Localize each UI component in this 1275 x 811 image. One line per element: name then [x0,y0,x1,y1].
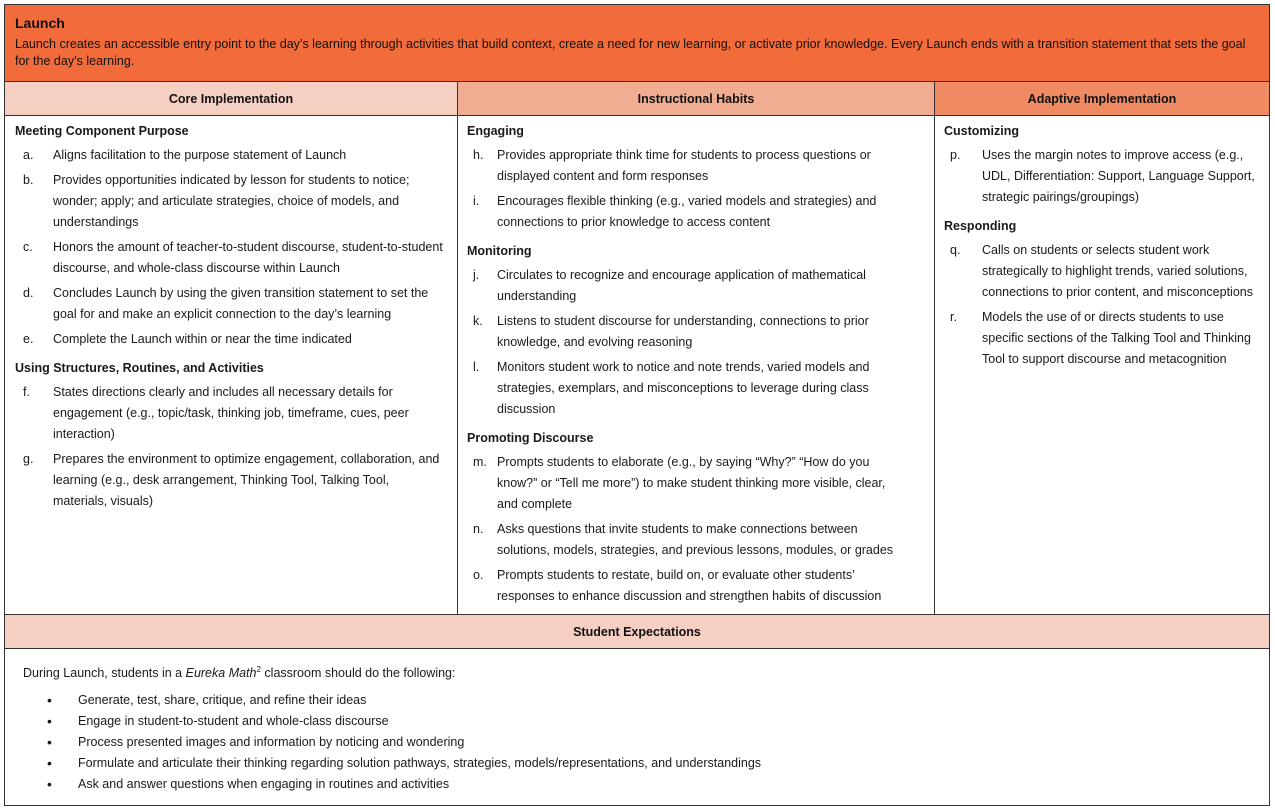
section-heading: Meeting Component Purpose [15,124,189,138]
item-letter: p. [950,148,961,162]
item-text: States directions clearly and includes all necessary details for engagement (e.g., topic/task, thinking job, timeframe, cues, peer interaction) [53,385,409,441]
bullet-icon: • [47,692,52,708]
item-text: Encourages flexible thinking (e.g., varied models and strategies) and connections to prior knowledge to access content [497,194,877,229]
item-letter: g. [23,452,34,466]
item-letter: i. [473,194,480,208]
bullet-item [23,711,1269,732]
item-text: Honors the amount of teacher-to-student discourse, student-to-student discourse, and whole-class discourse within Launch [53,240,443,275]
list-item [467,452,904,515]
bullet-item [23,753,1269,774]
bullet-text: Ask and answer questions when engaging in routines and activities [78,777,450,791]
bullet-icon: • [47,734,52,750]
instructional-habits-column [458,116,935,614]
list-item [467,191,904,233]
expectations-intro [23,659,1269,684]
list-item [944,307,1261,370]
list-item [467,311,904,353]
section-heading: Using Structures, Routines, and Activities [15,361,264,375]
item-letter: r. [950,310,957,324]
core-implementation-column [5,116,458,614]
instructional-habits-header: Instructional Habits [458,82,935,116]
bullet-icon: • [47,713,52,729]
item-letter: b. [23,173,34,187]
launch-rubric-table [4,4,1270,806]
item-text: Uses the margin notes to improve access (e.g., UDL, Differentiation: Support, Language Support, strategic pairings/groupings) [982,148,1255,204]
item-text: Calls on students or selects student work strategically to highlight trends, varied solutions, connections to prior content, and misconceptions [982,243,1253,299]
list-item [15,237,445,279]
list-item [944,240,1261,303]
bullet-item [23,732,1269,753]
section-heading: Promoting Discourse [467,431,594,445]
item-letter: q. [950,243,961,257]
bullet-item [23,774,1269,795]
item-text: Complete the Launch within or near the time indicated [53,332,352,346]
core-implementation-header: Core Implementation [5,82,458,116]
item-text: Aligns facilitation to the purpose statement of Launch [53,148,347,162]
page-title: Launch [15,15,65,31]
section-heading: Responding [944,219,1017,233]
item-text: Provides opportunities indicated by lesson for students to notice; wonder; apply; and articulate strategies, choice of models, and understandings [53,173,410,229]
item-letter: c. [23,240,33,254]
bullet-item [23,690,1269,711]
item-letter: e. [23,332,34,346]
section-heading: Customizing [944,124,1019,138]
brand-name: Eureka Math [185,666,257,680]
section-heading: Engaging [467,124,524,138]
bullet-text: Generate, test, share, critique, and refine their ideas [78,693,367,707]
item-letter: f. [23,385,30,399]
item-letter: a. [23,148,34,162]
intro-before: During Launch, students in a [23,666,186,680]
list-item [467,565,904,607]
list-item [467,145,904,187]
intro-after: classroom should do the following: [260,666,456,680]
item-letter: k. [473,314,483,328]
adaptive-implementation-header: Adaptive Implementation [935,82,1269,116]
item-letter: o. [473,568,484,582]
item-letter: h. [473,148,484,162]
item-text: Concludes Launch by using the given transition statement to set the goal for and make an explicit connection to the day’s learning [53,286,429,321]
list-item [15,449,445,512]
item-text: Monitors student work to notice and note trends, varied models and strategies, exemplars, and misconceptions to leverage during class discussion [497,360,870,416]
brand-superscript: 2 [256,665,261,674]
item-letter: d. [23,286,34,300]
list-item [15,329,445,350]
item-letter: j. [473,268,480,282]
list-item [15,170,445,233]
launch-header [5,5,1269,82]
item-text: Prepares the environment to optimize engagement, collaboration, and learning (e.g., desk arrangement, Thinking Tool, Talking Tool, materials, visuals) [53,452,440,508]
item-letter: n. [473,522,484,536]
item-text: Listens to student discourse for understanding, connections to prior knowledge, and evolving reasoning [497,314,869,349]
item-letter: m. [473,455,487,469]
list-item [15,145,445,166]
item-text: Provides appropriate think time for students to process questions or displayed content and form responses [497,148,871,183]
bullet-text: Engage in student-to-student and whole-class discourse [78,714,389,728]
list-item [15,283,445,325]
list-item [467,357,904,420]
bullet-text: Process presented images and information by noticing and wondering [78,735,465,749]
item-letter: l. [473,360,480,374]
bullet-icon: • [47,755,52,771]
bullet-text: Formulate and articulate their thinking regarding solution pathways, strategies, models/representations, and understandings [78,756,762,770]
bullet-icon: • [47,776,52,792]
item-text: Circulates to recognize and encourage application of mathematical understanding [497,268,866,303]
list-item [467,265,904,307]
item-text: Models the use of or directs students to use specific sections of the Talking Tool and Thinking Tool to support discourse and metacognition [982,310,1251,366]
list-item [944,145,1261,208]
list-item [467,519,904,561]
item-text: Prompts students to elaborate (e.g., by saying “Why?” “How do you know?” or “Tell me more”) to make student thinking more visible, clear, and complete [497,455,886,511]
student-expectations-body [5,649,1269,805]
adaptive-implementation-column [935,116,1269,614]
item-text: Asks questions that invite students to make connections between solutions, models, strategies, and previous lessons, modules, or grades [497,522,894,557]
item-text: Prompts students to restate, build on, or evaluate other students’ responses to enhance discussion and strengthen habits of discussion [497,568,882,603]
student-expectations-header: Student Expectations [5,614,1269,649]
section-heading: Monitoring [467,244,532,258]
launch-description: Launch creates an accessible entry point to the day’s learning through activities that build context, create a need for new learning, or activate prior knowledge. Every Launch ends with a transition statement that sets the goal for the day’s learning. [15,37,1246,68]
list-item [15,382,445,445]
